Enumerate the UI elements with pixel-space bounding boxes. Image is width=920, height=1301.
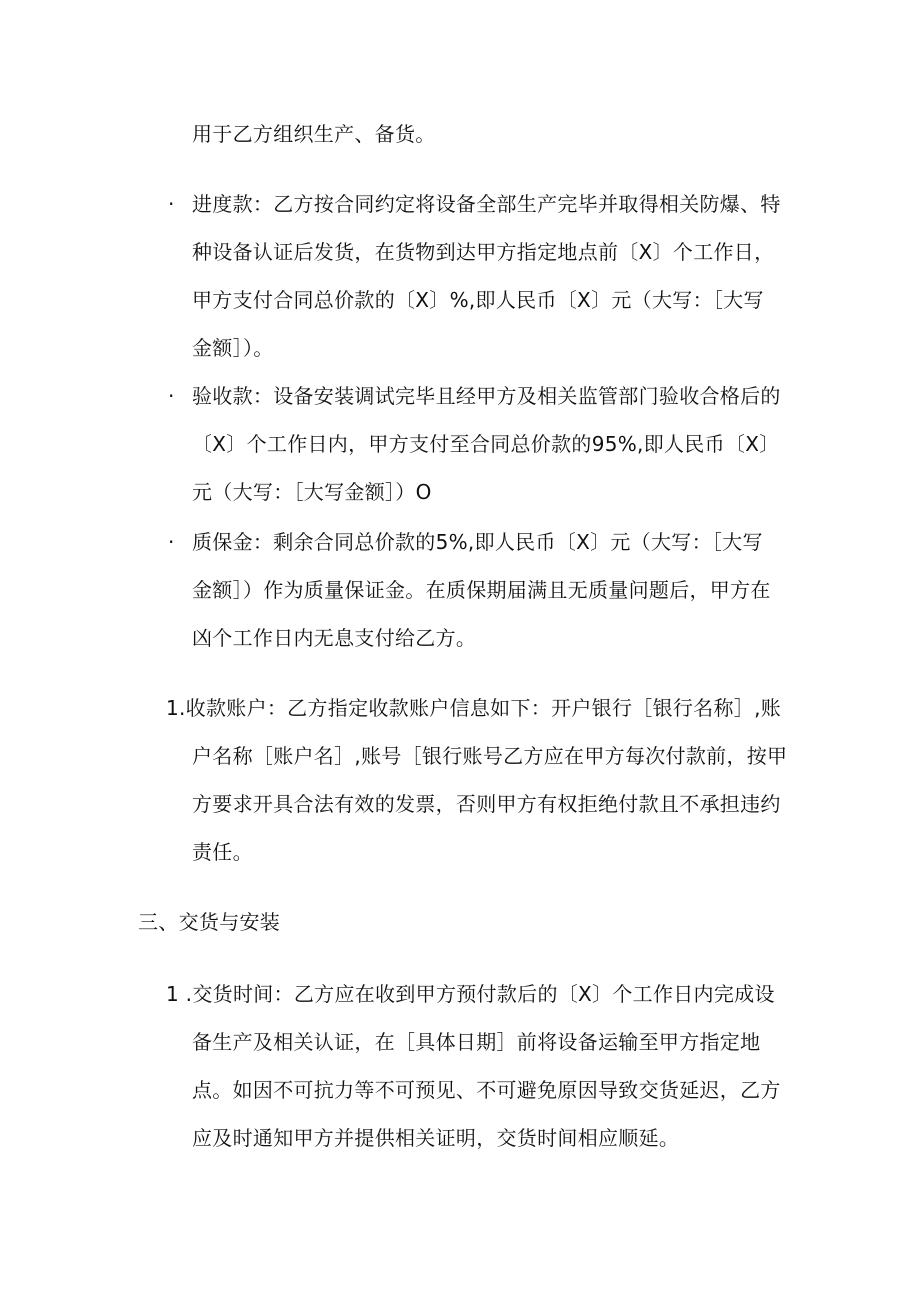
progress-payment-bullet: · [168,192,175,216]
acceptance-payment-bullet: · [168,384,175,408]
warranty-payment-line-3: 凶个工作日内无息支付给乙方。 [192,626,477,650]
account-line-2: 户名称［账户名］,账号［银行账号乙方应在甲方每次付款前，按甲 [192,744,788,768]
delivery-time-line-2: 备生产及相关认证，在［具体日期］前将设备运输至甲方指定地 [192,1030,761,1054]
account-line-4: 责任。 [192,840,253,864]
account-line-1: 1.收款账户：乙方指定收款账户信息如下：开户银行［银行名称］,账 [166,696,782,720]
acceptance-payment-line-1: 验收款：设备安装调试完毕且经甲方及相关监管部门验收合格后的 [192,384,781,408]
progress-payment-line-1: 进度款：乙方按合同约定将设备全部生产完毕并取得相关防爆、特 [192,192,781,216]
acceptance-payment-line-3: 元（大写：［大写金额］）O [192,480,432,504]
section-heading: 三、交货与安装 [138,910,281,934]
warranty-payment-line-1: 质保金：剩余合同总价款的5%,即人民币〔X〕元（大写：［大写 [192,530,763,554]
delivery-time-line-1: 1 .交货时间：乙方应在收到甲方预付款后的〔X〕个工作日内完成设 [166,982,775,1006]
progress-payment-line-2: 种设备认证后发货，在货物到达甲方指定地点前〔X〕个工作日， [192,240,775,264]
progress-payment-line-4: 金额］）。 [192,336,274,360]
delivery-time-line-4: 应及时通知甲方并提供相关证明，交货时间相应顺延。 [192,1126,680,1150]
acceptance-payment-line-2: 〔X〕个工作日内，甲方支付至合同总价款的95%,即人民币〔X〕 [192,432,780,456]
delivery-time-line-3: 点。如因不可抗力等不可预见、不可避免原因导致交货延迟，乙方 [192,1078,781,1102]
account-line-3: 方要求开具合法有效的发票，否则甲方有权拒绝付款且不承担违约 [192,792,781,816]
warranty-payment-bullet: · [168,530,175,554]
intro-line: 用于乙方组织生产、备货。 [192,122,436,146]
warranty-payment-line-2: 金额］）作为质量保证金。在质保期届满且无质量问题后，甲方在 [192,578,771,602]
progress-payment-line-3: 甲方支付合同总价款的〔X〕%,即人民币〔X〕元（大写：［大写 [192,288,764,312]
